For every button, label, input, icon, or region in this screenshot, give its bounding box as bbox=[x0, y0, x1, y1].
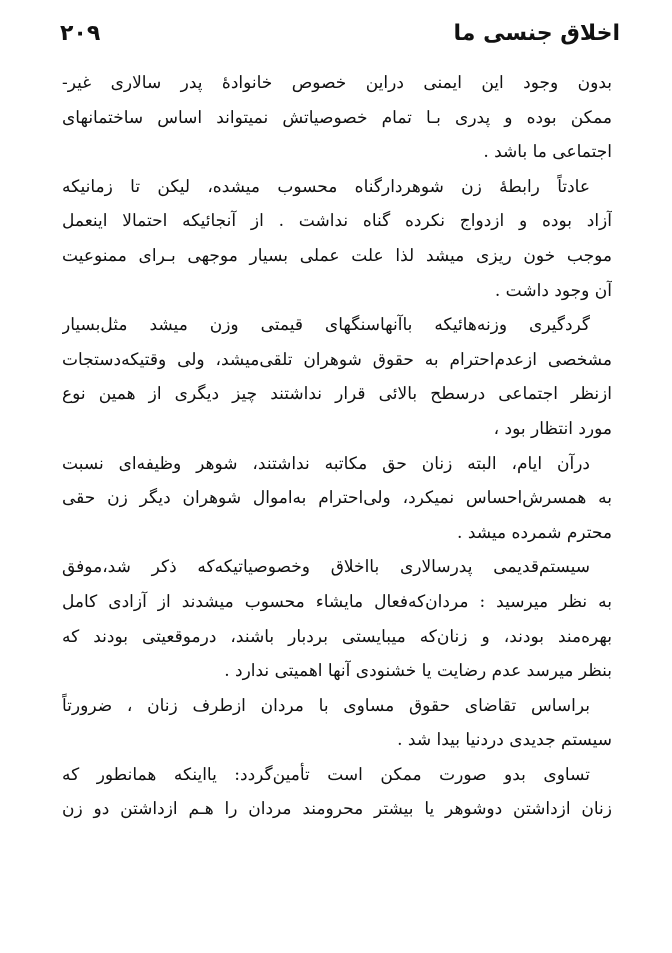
body-text bbox=[62, 66, 612, 827]
text-line: ممکن بوده و پدری بـا تمام خصوصیاتش نمیتواند اساس ساختمانهای bbox=[62, 107, 612, 128]
text-line: مورد انتظار بود ، bbox=[493, 418, 612, 439]
text-line: بنظر میرسد عدم رضایت یا خشنودی آنها اهمیتی ندارد . bbox=[224, 661, 612, 682]
text-line: گردگیری وزنه‌هائیکه باآنهاسنگهای قیمتی وزن میشد مثل‌بسیار bbox=[62, 315, 590, 336]
text-line: آن وجود داشت . bbox=[494, 280, 612, 301]
text-line: محترم شمرده میشد . bbox=[457, 522, 612, 543]
page-title: اخلاق جنسی ما bbox=[453, 21, 620, 46]
text-line: بدون وجود این ایمنی دراین خصوص خانوادهٔ پدر سالاری غیر- bbox=[62, 73, 612, 93]
text-line: آزاد بوده و ازدواج نکرده گناه نداشت . از آنجائیکه احتمالا اینعمل bbox=[62, 211, 612, 232]
page-header bbox=[60, 18, 620, 52]
text-line: اجتماعی ما باشد . bbox=[483, 142, 612, 163]
page-number: ۲۰۹ bbox=[60, 21, 101, 46]
text-line: به همسرش‌احساس نمیکرد، ولی‌احترام به‌اموال شوهران دیگر زن حقی bbox=[62, 488, 612, 509]
text-line: زنان ازداشتن دوشوهر یا بیشتر محرومند مردان را هـم ازداشتن دو زن bbox=[62, 799, 612, 820]
text-line: موجب خون ریزی میشد لذا علت عملی بسیار موجهی بـرای ممنوعیت bbox=[62, 245, 612, 266]
text-line: درآن ایام، البته زنان حق مکاتبه نداشتند، شوهر وظیفه‌ای نسبت bbox=[62, 453, 590, 474]
text-line: سیستم‌قدیمی پدرسالاری بااخلاق وخصوصیاتیکه‌که ذکر شد،موفق bbox=[62, 557, 590, 578]
text-line: بهره‌مند بودند، و زنان‌که میبایستی بردبار باشند، درموقعیتی بودند که bbox=[62, 626, 612, 647]
text-line: مشخصی ازعدم‌احترام به حقوق شوهران تلقی‌میشد، ولی وقتیکه‌دستجات bbox=[62, 349, 612, 370]
text-line: سیستم جدیدی دردنیا بیدا شد . bbox=[397, 730, 612, 751]
text-line: ازنظر اجتماعی درسطح بالائی قرار نداشتند چیز دیگری از همین نوع bbox=[62, 384, 612, 405]
text-line: به نظر میرسید : مردان‌که‌فعال مایشاء محسوب میشدند از آزادی کامل bbox=[62, 591, 612, 612]
text-line: براساس تقاضای حقوق مساوی با مردان ازطرف زنان ، ضرورتاً bbox=[62, 695, 590, 716]
text-line: تساوی بدو صورت ممکن است تأمین‌گردد: یااینکه همانطور که bbox=[62, 764, 590, 785]
text-line: عادتاً رابطهٔ زن شوهردارگناه محسوب میشده، لیکن تا زمانیکه bbox=[62, 176, 590, 197]
